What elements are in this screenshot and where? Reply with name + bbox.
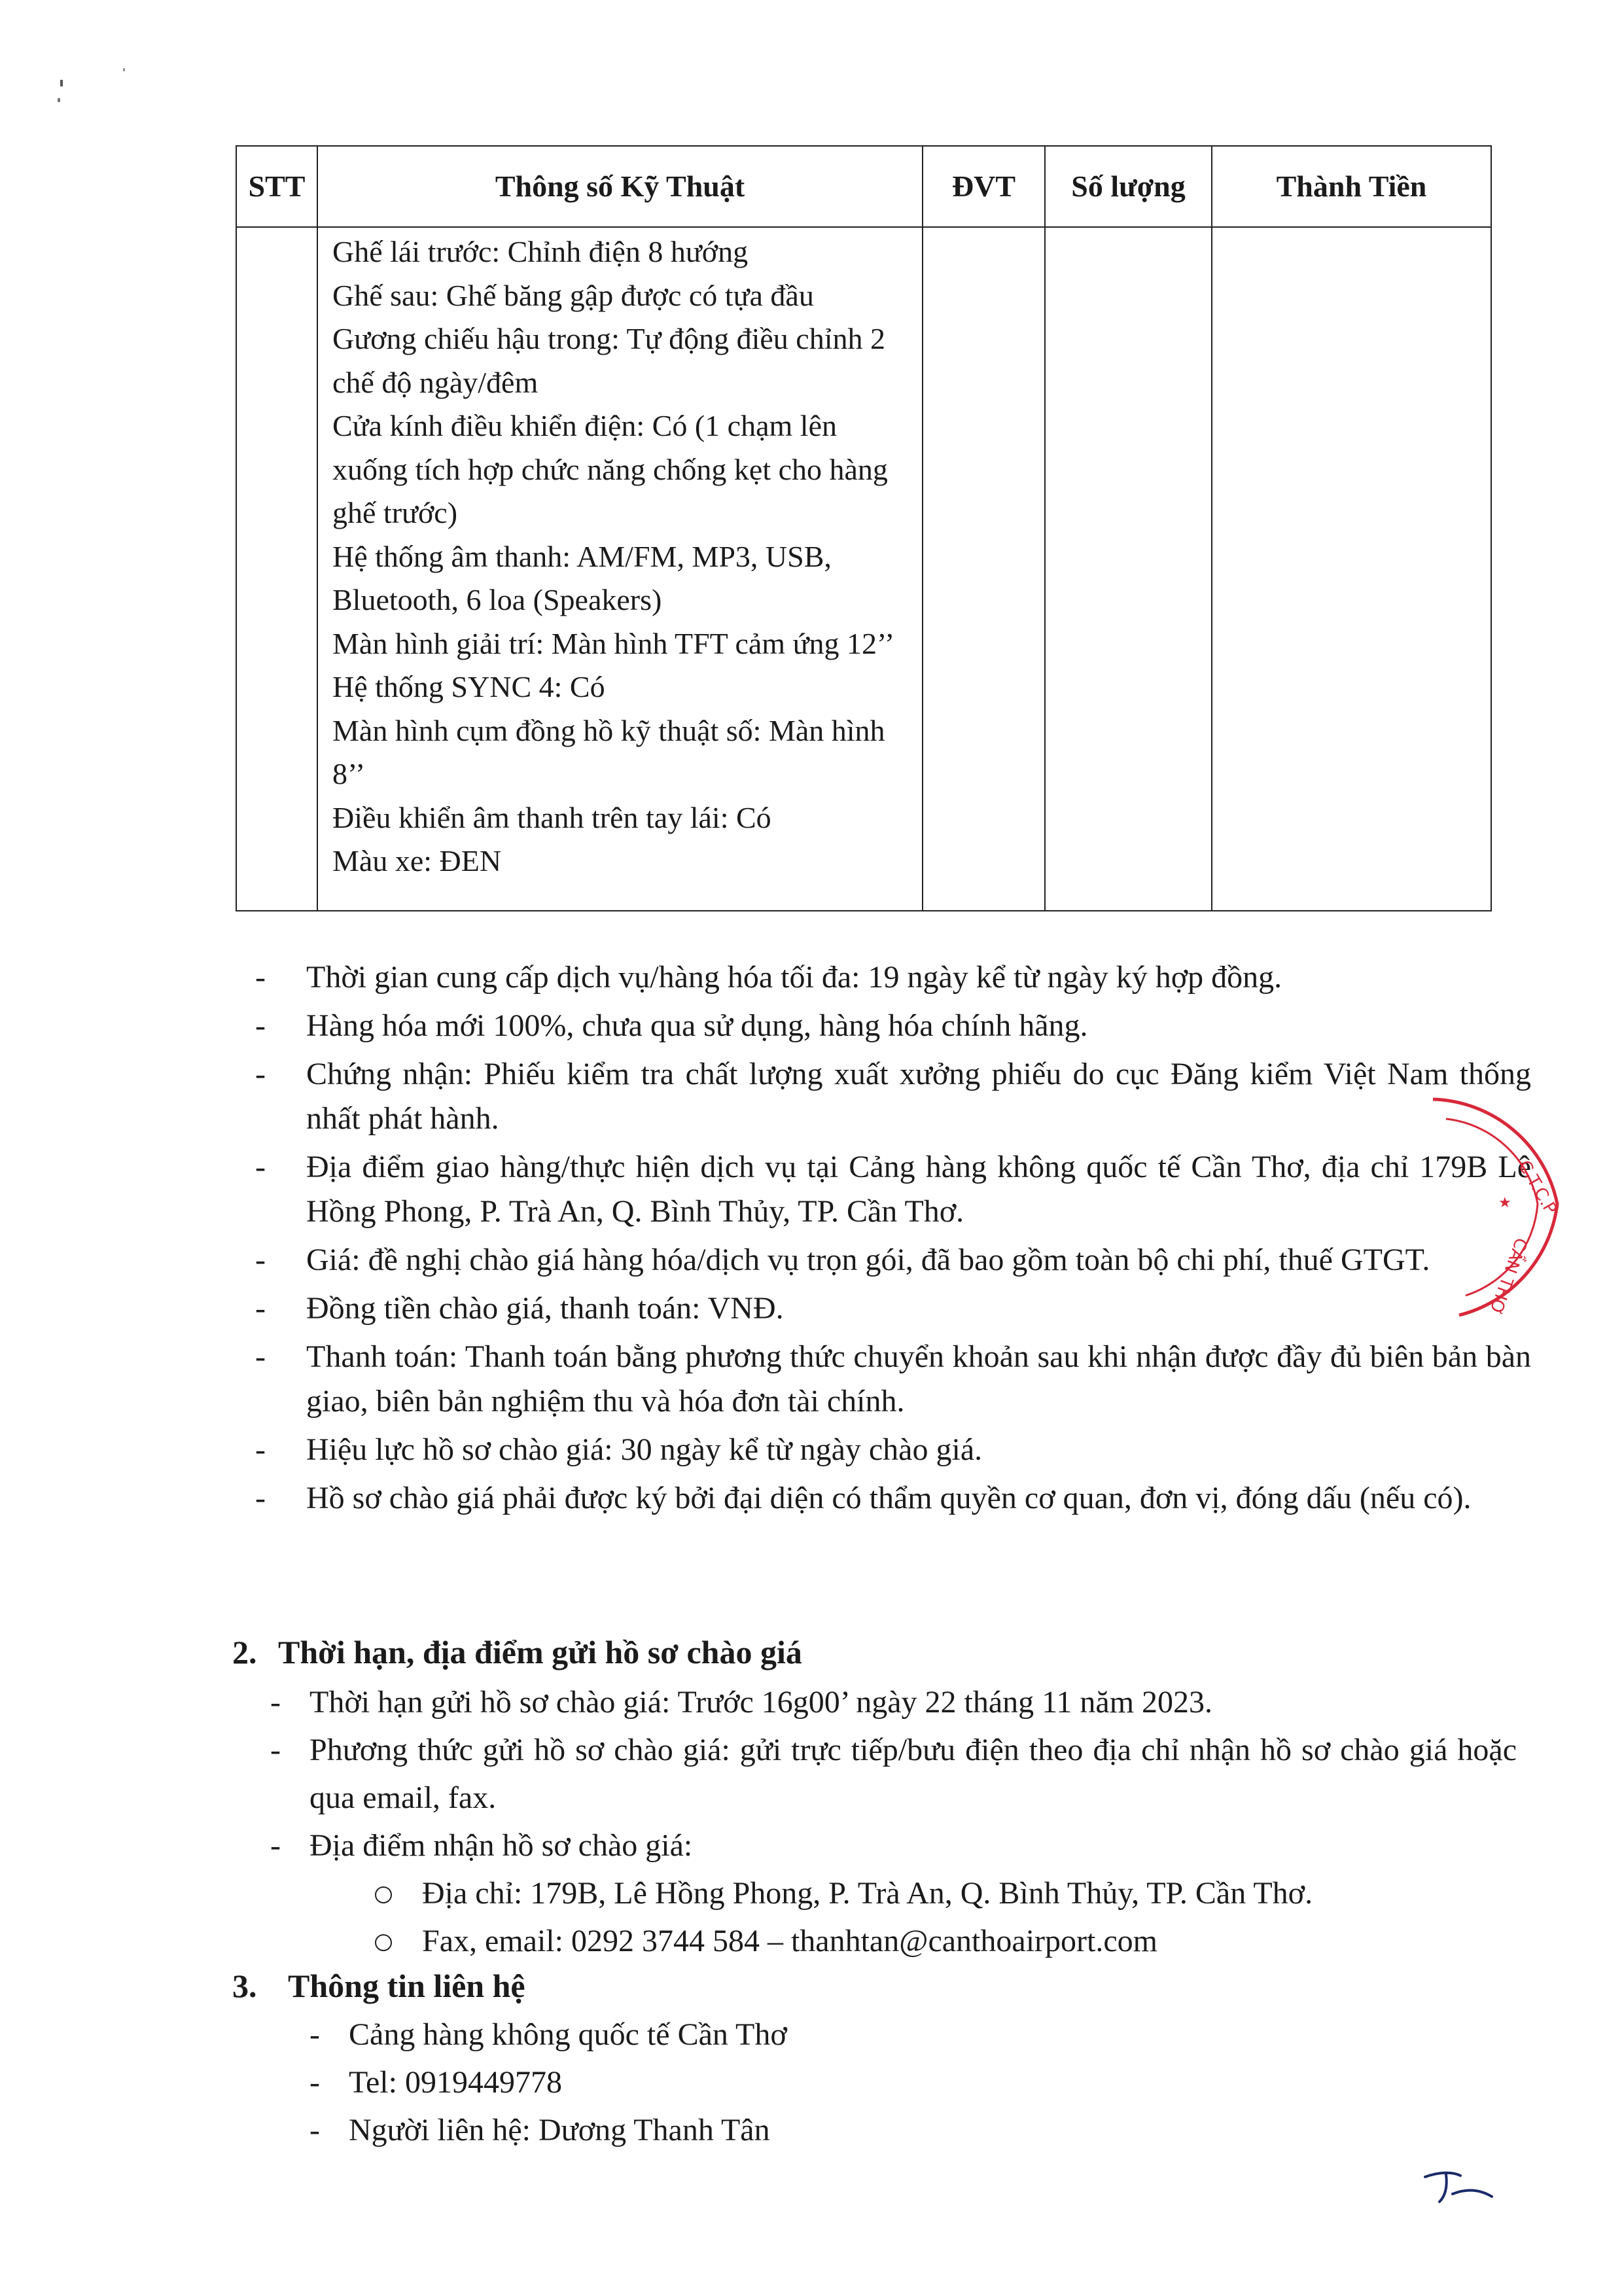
contact-tel: Tel: 0919449778 <box>349 2065 562 2100</box>
list-item <box>270 1726 1517 1822</box>
contact-person: Người liên hệ: Dương Thanh Tân <box>349 2113 770 2147</box>
dash-marker: - <box>255 1150 266 1184</box>
spec-line: Hệ thống SYNC 4: Có <box>332 670 605 703</box>
section-number: 2. <box>232 1634 257 1670</box>
section-title: Thông tin liên hệ <box>288 1968 525 2004</box>
svg-text:★: ★ <box>1498 1195 1511 1211</box>
cell-spec <box>317 227 923 911</box>
svg-text:C.T.C.P: C.T.C.P <box>1513 1157 1561 1218</box>
spec-line: Ghế sau: Ghế băng gập được có tựa đầu <box>332 278 814 312</box>
dash-marker: - <box>270 1733 281 1767</box>
location-sublist <box>309 1869 1517 1965</box>
requirement-text: Chứng nhận: Phiếu kiểm tra chất lượng xuất xưởng phiếu do cục Đăng kiểm Việt Nam thống nhất phát hành. <box>306 1057 1531 1136</box>
list-item <box>252 1428 1531 1472</box>
requirement-text: Hàng hóa mới 100%, chưa qua sử dụng, hàng hóa chính hãng. <box>306 1008 1088 1043</box>
spec-line: Gương chiếu hậu trong: Tự động điều chỉnh 2 chế độ ngày/đêm <box>332 322 885 399</box>
svg-text:CẦN THƠ: CẦN THƠ <box>1485 1235 1531 1318</box>
list-item <box>252 1145 1531 1234</box>
list-item <box>375 1869 1517 1917</box>
list-item <box>309 2058 1422 2106</box>
cell-amount <box>1212 227 1491 911</box>
cell-unit <box>923 227 1045 911</box>
list-item <box>252 1335 1531 1424</box>
location-text: Địa điểm nhận hồ sơ chào giá: <box>309 1828 693 1863</box>
requirement-text: Hồ sơ chào giá phải được ký bởi đại diện có thẩm quyền cơ quan, đơn vị, đóng dấu (nếu có). <box>306 1481 1472 1515</box>
list-item <box>252 1052 1531 1141</box>
scan-mark <box>58 98 60 102</box>
spec-line: Màn hình cụm đồng hồ kỹ thuật số: Màn hình 8’’ <box>332 713 885 790</box>
header-unit: ĐVT <box>923 146 1045 227</box>
method-text: Phương thức gửi hồ sơ chào giá: gửi trực tiếp/bưu điện theo địa chỉ nhận hồ sơ chào giá hoặc qua email, fax. <box>309 1733 1517 1815</box>
spec-line: Điều khiển âm thanh trên tay lái: Có <box>332 800 771 834</box>
list-item <box>252 1286 1531 1331</box>
requirements-list <box>252 955 1531 1521</box>
section-number: 3. <box>232 1968 257 2004</box>
deadline-text: Thời hạn gửi hồ sơ chào giá: Trước 16g00’ ngày 22 tháng 11 năm 2023. <box>309 1685 1213 1720</box>
list-item <box>309 2011 1422 2058</box>
dash-marker: - <box>309 2113 320 2147</box>
dash-marker: - <box>255 960 266 995</box>
list-item <box>252 1238 1531 1282</box>
section-2-list <box>270 1678 1517 1965</box>
address-text: Địa chỉ: 179B, Lê Hồng Phong, P. Trà An, Q. Bình Thủy, TP. Cần Thơ. <box>422 1876 1313 1911</box>
spec-line: Màn hình giải trí: Màn hình TFT cảm ứng 12’’ <box>332 626 895 660</box>
dash-marker: - <box>270 1828 281 1863</box>
scan-mark <box>60 80 63 86</box>
contact-org: Cảng hàng không quốc tế Cần Thơ <box>349 2017 787 2052</box>
list-item <box>252 955 1531 1000</box>
dash-marker: - <box>309 2017 320 2052</box>
section-2-heading <box>232 1629 802 1675</box>
dash-marker: - <box>255 1339 266 1374</box>
list-item <box>270 1678 1517 1726</box>
spec-line: Cửa kính điều khiển điện: Có (1 chạm lên xuống tích hợp chức năng chống kẹt cho hàng ghế trước) <box>332 409 888 529</box>
header-spec: Thông số Kỹ Thuật <box>317 146 923 227</box>
list-item <box>375 1917 1517 1965</box>
dash-marker: - <box>255 1008 266 1043</box>
spec-line: Ghế lái trước: Chỉnh điện 8 hướng <box>332 235 749 268</box>
red-seal-stamp <box>1420 1073 1590 1335</box>
section-3-list <box>309 2011 1422 2154</box>
table-row <box>236 227 1491 911</box>
requirement-text: Giá: đề nghị chào giá hàng hóa/dịch vụ trọn gói, đã bao gồm toàn bộ chi phí, thuế GTGT. <box>306 1243 1430 1277</box>
list-item <box>252 1476 1531 1521</box>
cell-quantity <box>1045 227 1212 911</box>
circle-bullet <box>375 1886 392 1903</box>
spec-table <box>236 145 1492 911</box>
dash-marker: - <box>309 2065 320 2100</box>
header-amount: Thành Tiền <box>1212 146 1491 227</box>
circle-bullet <box>375 1934 392 1951</box>
dash-marker: - <box>255 1432 266 1467</box>
dash-marker: - <box>255 1057 266 1091</box>
section-3-heading <box>232 1963 525 2009</box>
dash-marker: - <box>270 1685 281 1720</box>
requirement-text: Thanh toán: Thanh toán bằng phương thức chuyển khoản sau khi nhận được đầy đủ biên bản bàn giao, biên bản nghiệm thu và hóa đơn tài chính. <box>306 1339 1531 1419</box>
dash-marker: - <box>255 1291 266 1326</box>
header-quantity: Số lượng <box>1045 146 1212 227</box>
dash-marker: - <box>255 1481 266 1515</box>
requirement-text: Hiệu lực hồ sơ chào giá: 30 ngày kể từ ngày chào giá. <box>306 1432 983 1467</box>
header-stt: STT <box>236 146 317 227</box>
handwritten-initials <box>1420 2163 1498 2208</box>
spec-line: Hệ thống âm thanh: AM/FM, MP3, USB, Bluetooth, 6 loa (Speakers) <box>332 539 832 616</box>
requirement-text: Thời gian cung cấp dịch vụ/hàng hóa tối đa: 19 ngày kể từ ngày ký hợp đồng. <box>306 960 1282 995</box>
list-item <box>309 2106 1422 2154</box>
fax-email-text: Fax, email: 0292 3744 584 – thanhtan@canthoairport.com <box>422 1924 1157 1958</box>
requirement-text: Địa điểm giao hàng/thực hiện dịch vụ tại Cảng hàng không quốc tế Cần Thơ, địa chỉ 179B Lê Hồng Phong, P. Trà An, Q. Bình Thủy, TP. Cần Thơ. <box>306 1150 1531 1229</box>
list-item <box>270 1822 1517 1965</box>
spec-line: Màu xe: ĐEN <box>332 844 502 877</box>
table-header-row <box>236 146 1491 227</box>
dash-marker: - <box>255 1243 266 1277</box>
section-title: Thời hạn, địa điểm gửi hồ sơ chào giá <box>278 1634 802 1670</box>
requirement-text: Đồng tiền chào giá, thanh toán: VNĐ. <box>306 1291 784 1326</box>
cell-stt <box>236 227 317 911</box>
list-item <box>252 1004 1531 1048</box>
scan-mark <box>123 68 125 71</box>
